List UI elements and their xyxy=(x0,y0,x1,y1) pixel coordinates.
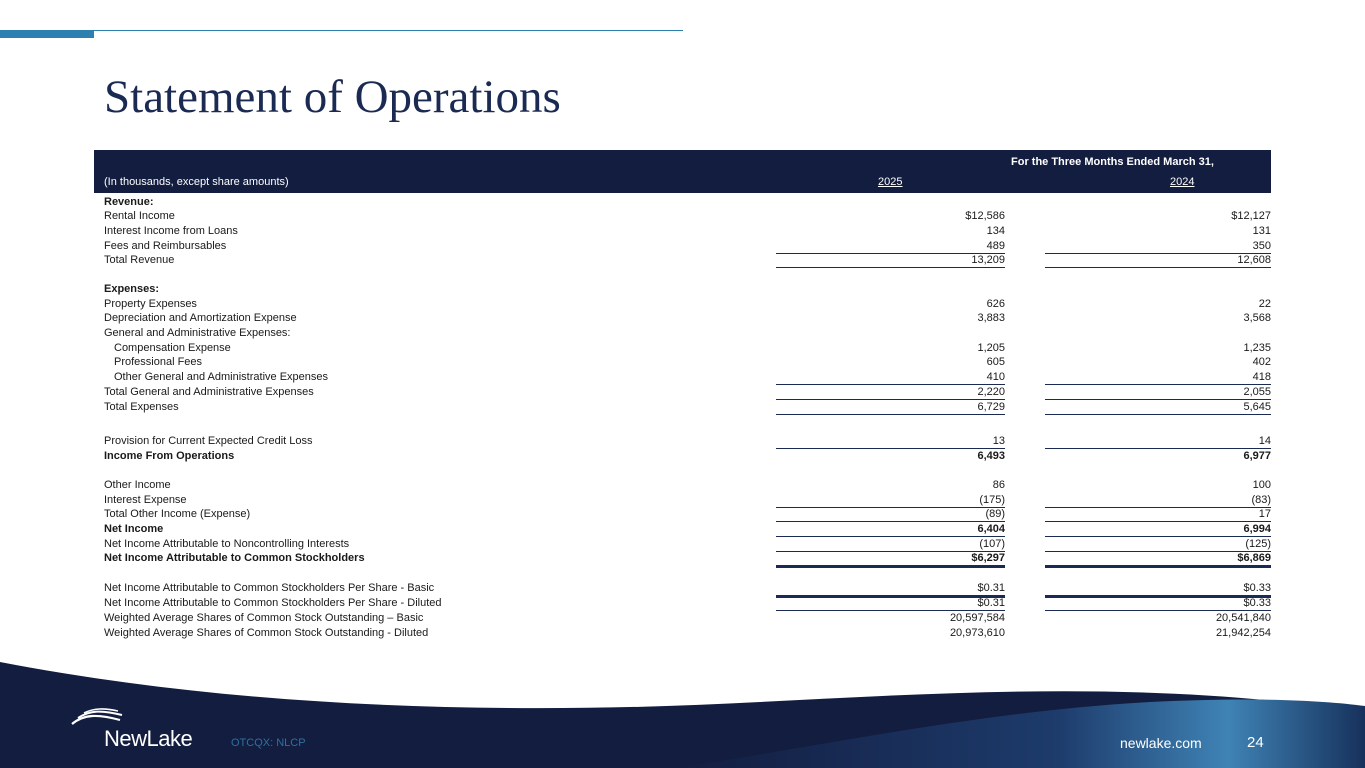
value-2025: 134 xyxy=(986,225,1005,237)
table-row xyxy=(0,522,1365,536)
total-double-rule xyxy=(1045,565,1271,568)
value-2024: (125) xyxy=(1245,538,1271,550)
value-2024: 14 xyxy=(1258,435,1271,447)
table-row xyxy=(0,311,1365,325)
total-double-rule xyxy=(776,565,1005,568)
table-row xyxy=(0,581,1365,595)
row-label: Provision for Current Expected Credit Loss xyxy=(104,435,313,447)
row-label: Net Income Attributable to Common Stockholders Per Share - Diluted xyxy=(104,597,442,609)
row-label: Revenue: xyxy=(104,196,154,208)
table-row xyxy=(0,493,1365,507)
table-row xyxy=(0,370,1365,384)
row-label: Total Expenses xyxy=(104,401,179,413)
table-row xyxy=(0,611,1365,625)
value-2025: 2,220 xyxy=(977,386,1005,398)
column-header-2024: 2024 xyxy=(1170,176,1195,188)
website-link[interactable]: newlake.com xyxy=(1120,735,1202,751)
value-2025: (107) xyxy=(979,538,1005,550)
row-label: Interest Expense xyxy=(104,494,187,506)
value-2024: 12,608 xyxy=(1237,254,1271,266)
row-label: Property Expenses xyxy=(104,298,197,310)
row-label: Compensation Expense xyxy=(114,342,231,354)
value-2025: 86 xyxy=(992,479,1005,491)
value-2024: 22 xyxy=(1258,298,1271,310)
value-2025: 6,729 xyxy=(977,401,1005,413)
row-label: Weighted Average Shares of Common Stock Outstanding – Basic xyxy=(104,612,424,624)
value-2024: 100 xyxy=(1252,479,1271,491)
value-2024: 5,645 xyxy=(1243,401,1271,413)
value-2025: 605 xyxy=(986,356,1005,368)
value-2024: 20,541,840 xyxy=(1215,612,1271,624)
table-row xyxy=(0,400,1365,414)
row-label: Income From Operations xyxy=(104,450,235,462)
value-2025: $12,586 xyxy=(965,210,1005,222)
row-label: Other General and Administrative Expenses xyxy=(114,371,329,383)
value-2025: 626 xyxy=(986,298,1005,310)
table-row xyxy=(0,297,1365,311)
table-row xyxy=(0,596,1365,610)
period-header: For the Three Months Ended March 31, xyxy=(1011,156,1214,168)
subtotal-rule xyxy=(1045,267,1271,268)
table-row xyxy=(0,626,1365,640)
value-2025: 20,597,584 xyxy=(949,612,1005,624)
value-2024: 418 xyxy=(1252,371,1271,383)
row-label: Net Income Attributable to Common Stockholders xyxy=(104,552,365,564)
value-2024: 3,568 xyxy=(1243,312,1271,324)
table-row xyxy=(0,449,1365,463)
row-label: Net Income Attributable to Noncontrolling Interests xyxy=(104,538,350,550)
table-row xyxy=(0,209,1365,223)
subtotal-rule xyxy=(776,414,1005,415)
table-row xyxy=(0,253,1365,267)
value-2024: (83) xyxy=(1251,494,1271,506)
row-label: Total General and Administrative Expenses xyxy=(104,386,314,398)
value-2024: $12,127 xyxy=(1231,210,1271,222)
ticker-symbol: OTCQX: NLCP xyxy=(231,737,306,749)
table-row xyxy=(0,551,1365,565)
value-2025: $6,297 xyxy=(971,552,1005,564)
value-2024: $6,869 xyxy=(1237,552,1271,564)
page-number: 24 xyxy=(1247,734,1264,751)
row-label: Total Revenue xyxy=(104,254,175,266)
value-2025: 1,205 xyxy=(977,342,1005,354)
table-row xyxy=(0,355,1365,369)
table-row xyxy=(0,434,1365,448)
value-2024: 21,942,254 xyxy=(1215,627,1271,639)
value-2025: 20,973,610 xyxy=(949,627,1005,639)
value-2025: 410 xyxy=(986,371,1005,383)
value-2024: $0.33 xyxy=(1243,597,1271,609)
row-label: Depreciation and Amortization Expense xyxy=(104,312,297,324)
table-row xyxy=(0,195,1365,209)
row-label: Net Income Attributable to Common Stockholders Per Share - Basic xyxy=(104,582,435,594)
value-2025: $0.31 xyxy=(977,597,1005,609)
row-label: Fees and Reimbursables xyxy=(104,240,227,252)
table-row xyxy=(0,341,1365,355)
units-note: (In thousands, except share amounts) xyxy=(104,176,289,188)
row-label: Total Other Income (Expense) xyxy=(104,508,251,520)
page-title: Statement of Operations xyxy=(104,71,561,123)
top-rule xyxy=(0,30,683,31)
column-header-2025: 2025 xyxy=(878,176,903,188)
table-row xyxy=(0,282,1365,296)
row-label: Other Income xyxy=(104,479,171,491)
table-row xyxy=(0,478,1365,492)
value-2024: 131 xyxy=(1252,225,1271,237)
row-label: Professional Fees xyxy=(114,356,203,368)
value-2024: 6,977 xyxy=(1243,450,1271,462)
value-2024: 2,055 xyxy=(1243,386,1271,398)
row-label: Expenses: xyxy=(104,283,160,295)
top-accent-bar xyxy=(0,30,94,38)
subtotal-rule xyxy=(776,267,1005,268)
row-label: Rental Income xyxy=(104,210,175,222)
table-row xyxy=(0,224,1365,238)
table-row xyxy=(0,537,1365,551)
value-2025: 6,493 xyxy=(977,450,1005,462)
value-2025: 6,404 xyxy=(977,523,1005,535)
value-2025: 3,883 xyxy=(977,312,1005,324)
table-row xyxy=(0,385,1365,399)
subtotal-rule xyxy=(1045,414,1271,415)
table-header-band xyxy=(94,150,1271,193)
value-2024: 350 xyxy=(1252,240,1271,252)
table-row xyxy=(0,239,1365,253)
value-2025: $0.31 xyxy=(977,582,1005,594)
table-row xyxy=(0,326,1365,340)
value-2024: 1,235 xyxy=(1243,342,1271,354)
value-2025: 13 xyxy=(992,435,1005,447)
value-2024: $0.33 xyxy=(1243,582,1271,594)
row-label: Weighted Average Shares of Common Stock Outstanding - Diluted xyxy=(104,627,429,639)
brand-name: NewLake xyxy=(104,726,193,751)
row-label: General and Administrative Expenses: xyxy=(104,327,291,339)
value-2025: 489 xyxy=(986,240,1005,252)
value-2025: 13,209 xyxy=(971,254,1005,266)
value-2024: 6,994 xyxy=(1243,523,1271,535)
value-2024: 402 xyxy=(1252,356,1271,368)
value-2025: (89) xyxy=(985,508,1005,520)
row-label: Net Income xyxy=(104,523,164,535)
table-row xyxy=(0,507,1365,521)
value-2025: (175) xyxy=(979,494,1005,506)
row-label: Interest Income from Loans xyxy=(104,225,238,237)
value-2024: 17 xyxy=(1258,508,1271,520)
